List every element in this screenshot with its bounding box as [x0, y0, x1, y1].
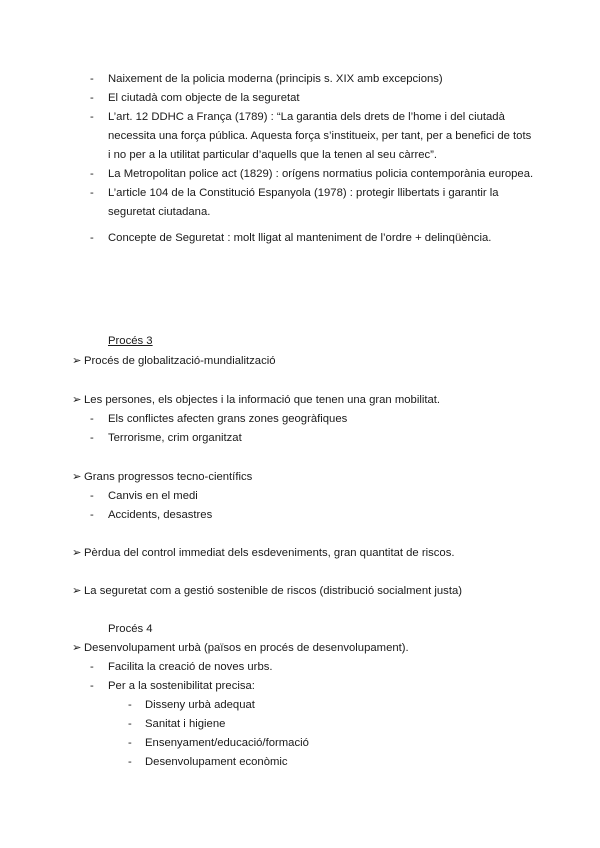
sub-item: Canvis en el medi: [108, 490, 198, 502]
sub-item: Els conflictes afecten grans zones geogràfiques: [108, 413, 348, 425]
section-heading: Procés 3: [108, 335, 153, 347]
list-item: Naixement de la policia moderna (principis s. XIX amb excepcions): [108, 73, 443, 85]
arrow-bullet: ➢: [72, 642, 82, 654]
sub-sub-item: Ensenyament/educació/formació: [145, 737, 309, 749]
arrow-bullet: ➢: [72, 547, 82, 559]
point-text: Desenvolupament urbà (països en procés de desenvolupament).: [84, 642, 409, 654]
list-item: Concepte de Seguretat : molt lligat al manteniment de l’ordre + delinqüència.: [108, 232, 492, 244]
arrow-bullet: ➢: [72, 471, 82, 483]
bullet-dash: -: [90, 168, 94, 180]
bullet-dash: -: [90, 111, 94, 123]
bullet-dash: -: [90, 490, 94, 502]
sub-item: Accidents, desastres: [108, 509, 213, 521]
bullet-dash: -: [128, 737, 132, 749]
arrow-bullet: ➢: [72, 394, 82, 406]
list-item: L’article 104 de la Constitució Espanyola (1978) : protegir llibertats i garantir la: [108, 187, 499, 199]
list-item: L’art. 12 DDHC a França (1789) : “La garantia dels drets de l’home i del ciutadà: [108, 111, 505, 123]
list-item: El ciutadà com objecte de la seguretat: [108, 92, 300, 104]
point-text: Procés de globalització-mundialització: [84, 355, 276, 367]
bullet-dash: -: [90, 413, 94, 425]
point-text: Grans progressos tecno-científics: [84, 471, 253, 483]
list-item: La Metropolitan police act (1829) : orígens normatius policia contemporània europea.: [108, 168, 534, 180]
bullet-dash: -: [90, 187, 94, 199]
sub-item: Per a la sostenibilitat precisa:: [108, 680, 255, 692]
arrow-bullet: ➢: [72, 355, 82, 367]
arrow-bullet: ➢: [72, 585, 82, 597]
sub-sub-item: Desenvolupament econòmic: [145, 756, 288, 768]
list-item-continuation: i no per a la utilitat particular d’aquells que la tenen al seu càrrec”.: [108, 149, 438, 161]
bullet-dash: -: [128, 718, 132, 730]
sub-item: Facilita la creació de noves urbs.: [108, 661, 273, 673]
bullet-dash: -: [90, 661, 94, 673]
sub-sub-item: Sanitat i higiene: [145, 718, 226, 730]
bullet-dash: -: [90, 432, 94, 444]
list-item-continuation: seguretat ciutadana.: [108, 206, 211, 218]
sub-item: Terrorisme, crim organitzat: [108, 432, 242, 444]
point-text: La seguretat com a gestió sostenible de riscos (distribució socialment justa): [84, 585, 462, 597]
section-heading: Procés 4: [108, 623, 153, 635]
bullet-dash: -: [128, 699, 132, 711]
bullet-dash: -: [90, 92, 94, 104]
point-text: Pèrdua del control immediat dels esdeveniments, gran quantitat de riscos.: [84, 547, 455, 559]
list-item-continuation: necessita una força pública. Aquesta força s’institueix, per tant, per a benefici de tots: [108, 130, 532, 142]
bullet-dash: -: [90, 509, 94, 521]
point-text: Les persones, els objectes i la informació que tenen una gran mobilitat.: [84, 394, 441, 406]
bullet-dash: -: [90, 232, 94, 244]
sub-sub-item: Disseny urbà adequat: [145, 699, 255, 711]
bullet-dash: -: [128, 756, 132, 768]
bullet-dash: -: [90, 680, 94, 692]
bullet-dash: -: [90, 73, 94, 85]
